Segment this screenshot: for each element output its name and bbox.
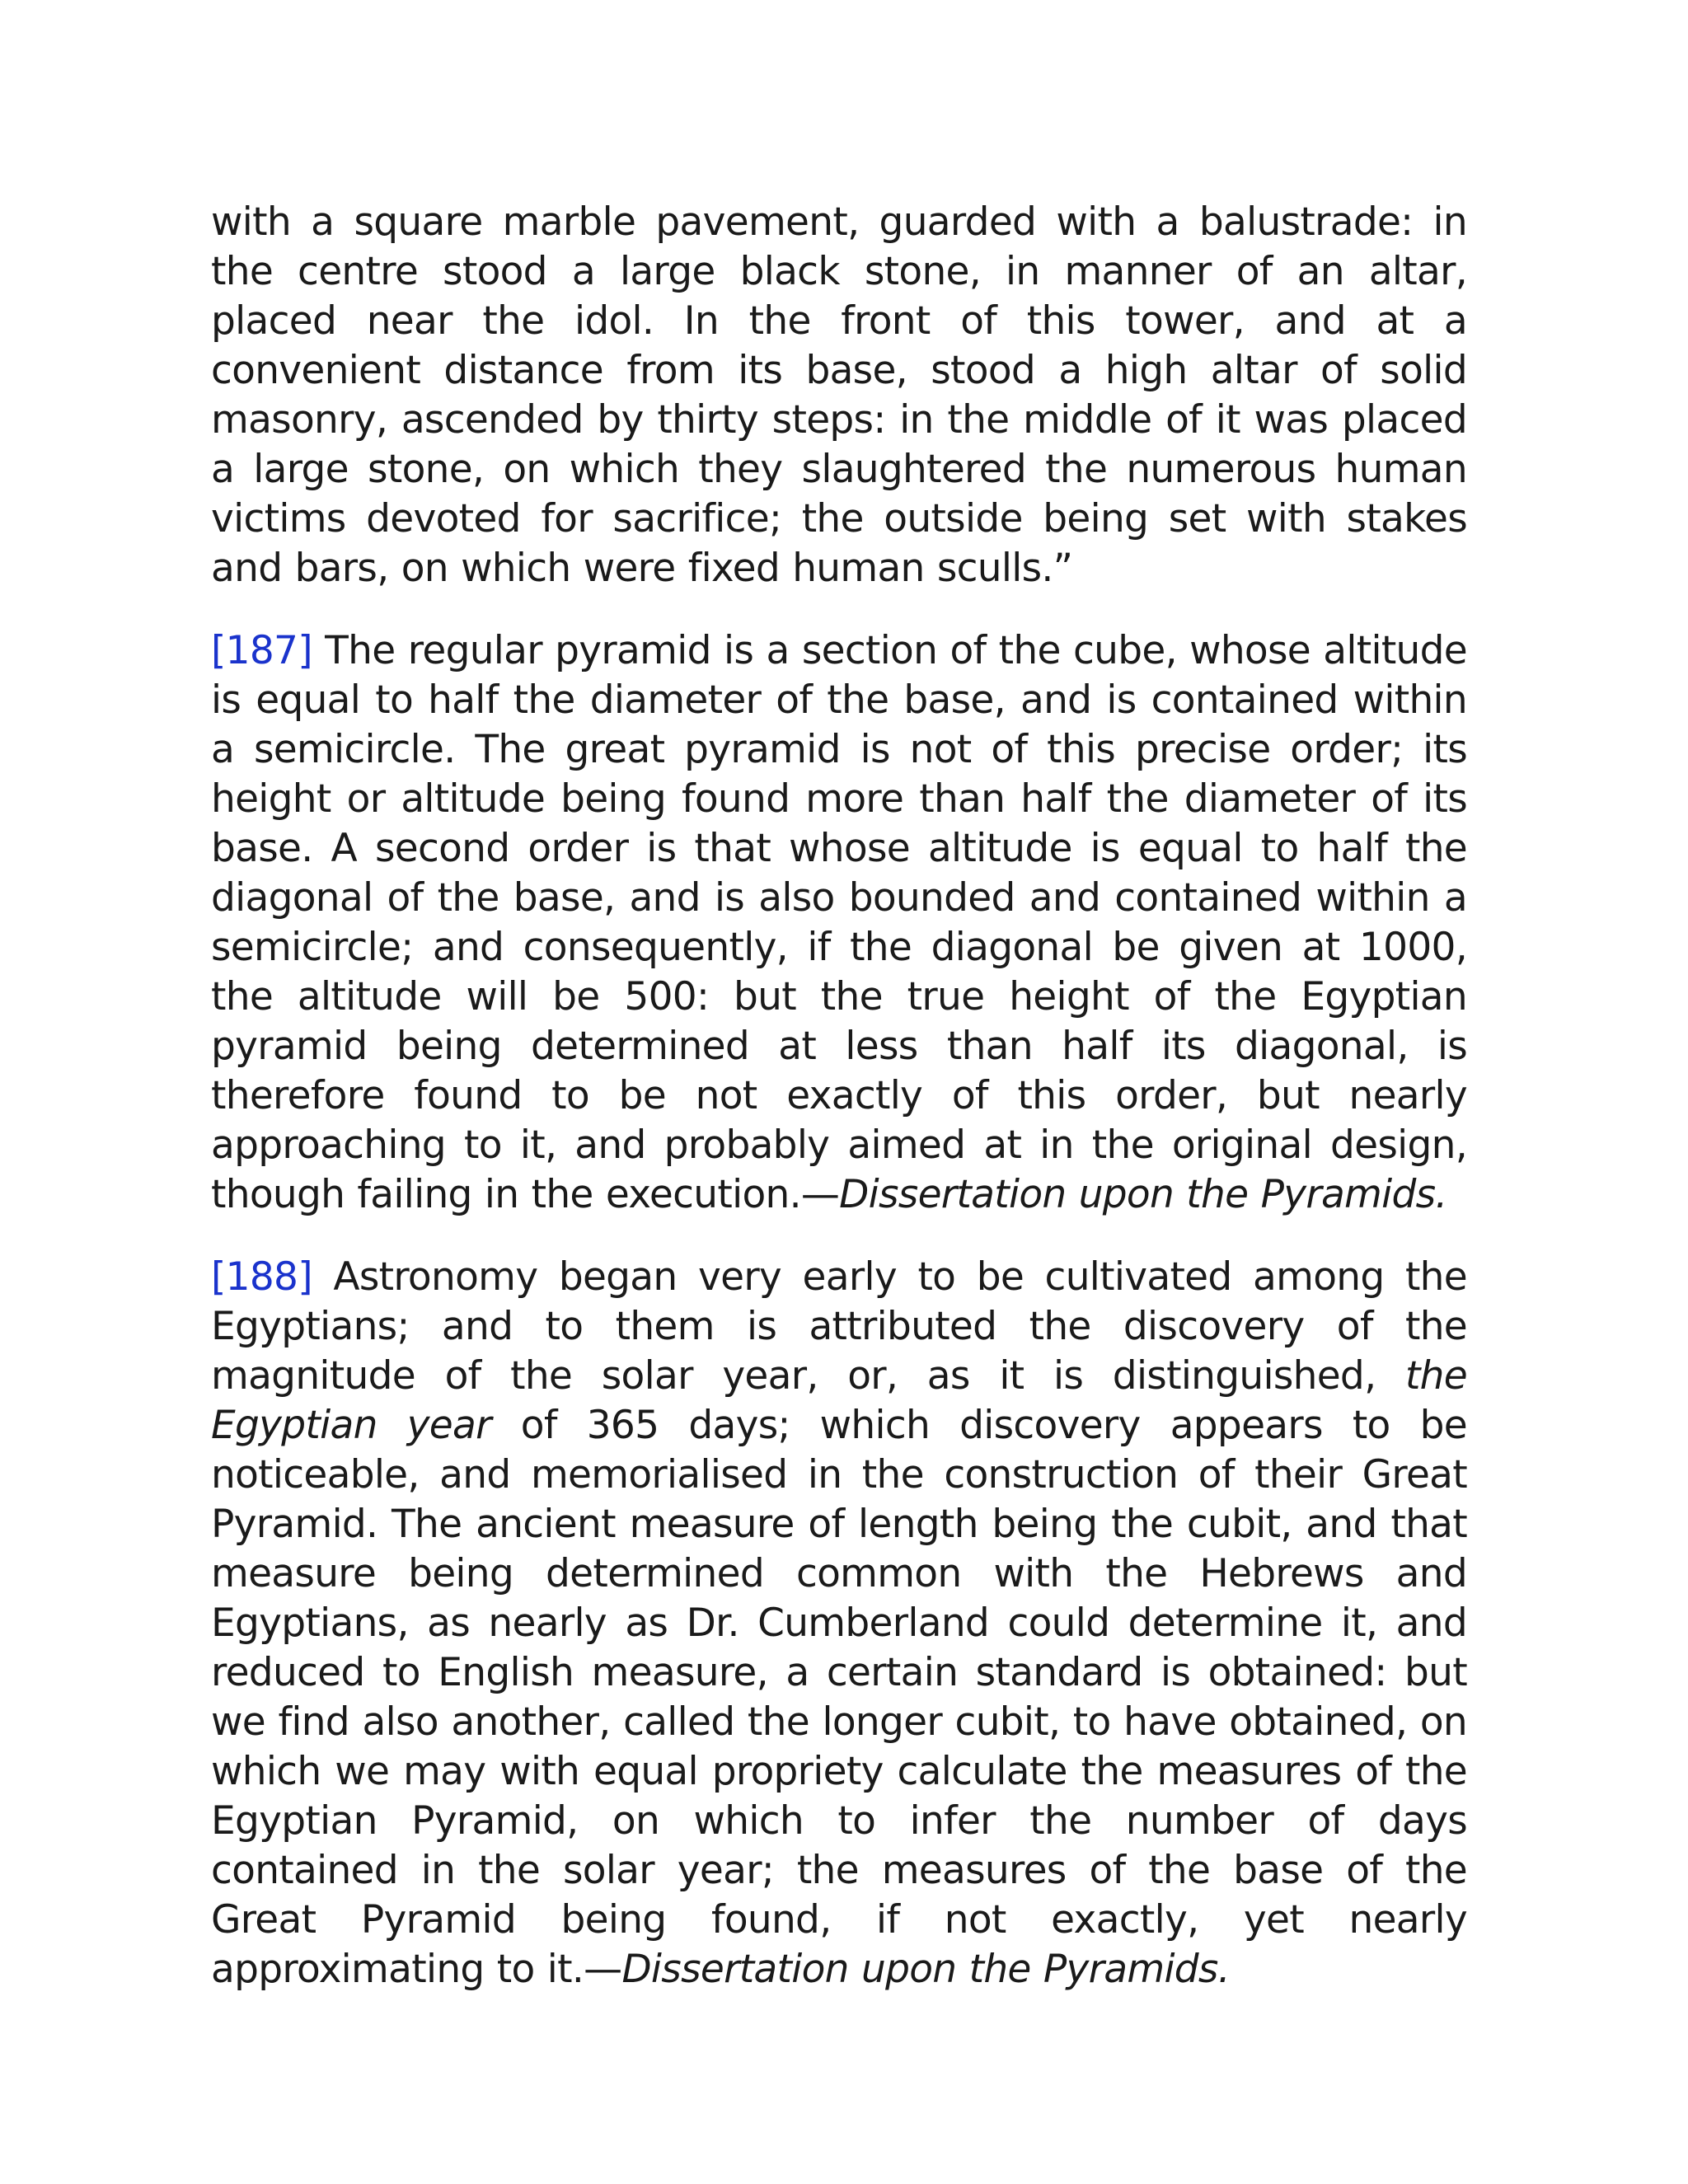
citation-italic: Dissertation upon the Pyramids. <box>621 1947 1230 1992</box>
footnote-ref-187-link[interactable]: [187] <box>211 628 312 673</box>
paragraph-text: The regular pyramid is a section of the cube, whose altitude is equal to half the diameter of the base, and is contained within a semicircle. The great pyramid is not of this precise order; its height or altitude being found more than half the diameter of its base. A second order is that whose altitude is equal to half the diagonal of the base, and is also bounded and contained within a semicircle; and consequently, if the diagonal be given at 1000, the altitude will be 500: but the true height of the Egyptian pyramid being determined at less than half its diagonal, is therefore found to be not exactly of this order, but nearly approaching to it, and probably aimed at in the original design, though failing in the execution.— <box>211 628 1467 1217</box>
document-page <box>211 198 1467 2027</box>
emphasis-italic: the Egyptian year <box>211 1353 1467 1448</box>
paragraph-text: Astronomy began very early to be cultivated among the Egyptians; and to them is attributed the discovery of the magnitude of the solar year, or, as it is distinguished, <box>211 1254 1467 1399</box>
paragraph-continuation <box>211 198 1467 593</box>
citation-italic: Dissertation upon the Pyramids. <box>839 1172 1447 1217</box>
footnote-ref-188-link[interactable]: [188] <box>211 1254 312 1300</box>
paragraph-text: of 365 days; which discovery appears to be noticeable, and memorialised in the construction of their Great Pyramid. The ancient measure of length being the cubit, and that measure being determined common with the Hebrews and Egyptians, as nearly as Dr. Cumberland could determine it, and reduced to English measure, a certain standard is obtained: but we find also another, called the longer cubit, to have obtained, on which we may with equal propriety calculate the measures of the Egyptian Pyramid, on which to infer the number of days contained in the solar year; the measures of the base of the Great Pyramid being found, if not exactly, yet nearly approximating to it.— <box>211 1403 1468 1992</box>
paragraph-text: with a square marble pavement, guarded with a balustrade: in the centre stood a large black stone, in manner of an altar, placed near the idol. In the front of this tower, and at a convenient distance from its base, stood a high altar of solid masonry, ascended by thirty steps: in the middle of it was placed a large stone, on which they slaughtered the numerous human victims devoted for sacrifice; the outside being set with stakes and bars, on which were fixed human sculls.” <box>211 199 1467 591</box>
footnote-188 <box>211 1253 1467 1994</box>
footnote-187 <box>211 626 1467 1220</box>
